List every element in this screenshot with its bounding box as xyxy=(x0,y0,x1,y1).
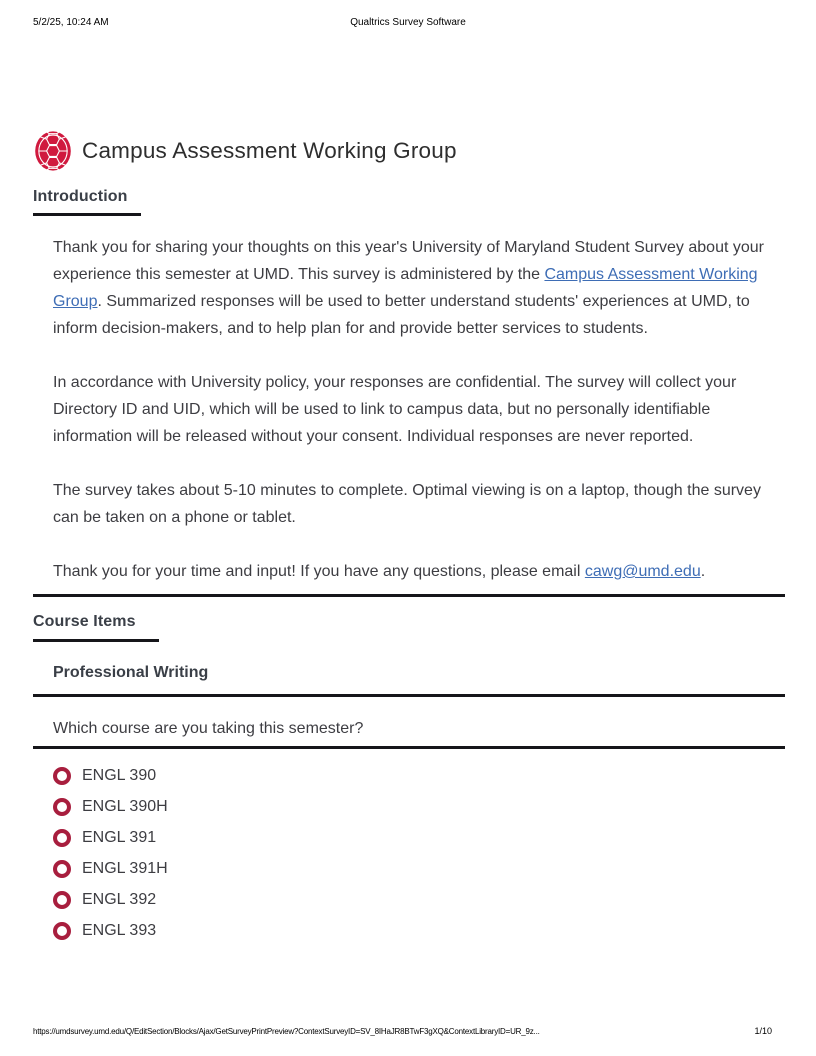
intro-paragraph-3: The survey takes about 5-10 minutes to complete. Optimal viewing is on a laptop, though the survey can be taken on a phone or tablet. xyxy=(53,482,761,526)
page-indicator: 1/10 xyxy=(754,1026,772,1036)
radio-button-icon[interactable] xyxy=(53,860,71,878)
radio-button-icon[interactable] xyxy=(53,798,71,816)
cawg-email-link[interactable]: cawg@umd.edu xyxy=(584,563,701,580)
radio-option-label: ENGL 393 xyxy=(82,921,157,939)
course-options xyxy=(53,760,785,946)
section-heading-introduction: Introduction xyxy=(33,188,128,205)
radio-option[interactable] xyxy=(53,760,785,791)
radio-option[interactable] xyxy=(53,822,785,853)
print-app-title: Qualtrics Survey Software xyxy=(350,17,466,28)
paragraph-text: Thank you for your time and input! If you have any questions, please email xyxy=(53,563,585,580)
intro-paragraph-4 xyxy=(53,558,765,585)
radio-button-icon[interactable] xyxy=(53,767,71,785)
section-heading-course-items: Course Items xyxy=(33,613,136,630)
radio-option[interactable] xyxy=(53,915,785,946)
paragraph-text: . xyxy=(700,563,706,580)
intro-paragraph-1 xyxy=(53,234,765,342)
radio-option-label: ENGL 390 xyxy=(82,766,157,784)
heading-underline xyxy=(33,639,159,642)
brand-row xyxy=(33,130,785,172)
question-text: Which course are you taking this semester? xyxy=(53,720,364,737)
cawg-link[interactable]: Campus Assessment Working Group xyxy=(53,266,758,310)
radio-option[interactable] xyxy=(53,884,785,915)
radio-button-icon[interactable] xyxy=(53,829,71,847)
paragraph-text: . Summarized responses will be used to better understand students' experiences at UMD, to inform decision-makers, and to help plan for and provide better services to students. xyxy=(53,293,750,337)
block-divider xyxy=(33,694,785,697)
radio-option-label: ENGL 390H xyxy=(82,797,168,815)
survey-content xyxy=(33,30,785,946)
print-header xyxy=(33,17,783,31)
intro-text-block xyxy=(53,234,765,585)
radio-option-label: ENGL 391H xyxy=(82,859,168,877)
block-heading-professional-writing: Professional Writing xyxy=(53,664,209,681)
radio-option-label: ENGL 391 xyxy=(82,828,157,846)
radio-option[interactable] xyxy=(53,791,785,822)
paragraph-text: Thank you for sharing your thoughts on this year's University of Maryland Student Survey about your experience this semester at UMD. This survey is administered by the xyxy=(53,239,764,283)
intro-paragraph-2: In accordance with University policy, your responses are confidential. The survey will collect your Directory ID and UID, which will be used to link to campus data, but no personally identifiable information will be released without your consent. Individual responses are never reported. xyxy=(53,374,737,445)
question-divider xyxy=(33,746,785,749)
print-footer xyxy=(33,1026,772,1036)
print-url: https://umdsurvey.umd.edu/Q/EditSection/Blocks/Ajax/GetSurveyPrintPreview?ContextSurveyID=SV_8IHaJR8BTwF3gXQ&ContextLibraryID=UR_9z... xyxy=(33,1027,540,1036)
survey-brand-title: Campus Assessment Working Group xyxy=(82,138,457,163)
print-datetime: 5/2/25, 10:24 AM xyxy=(33,17,109,28)
radio-button-icon[interactable] xyxy=(53,891,71,909)
radio-button-icon[interactable] xyxy=(53,922,71,940)
section-divider xyxy=(33,594,785,597)
heading-underline xyxy=(33,213,141,216)
testudo-shell-logo-icon xyxy=(33,130,73,172)
radio-option-label: ENGL 392 xyxy=(82,890,157,908)
radio-option[interactable] xyxy=(53,853,785,884)
